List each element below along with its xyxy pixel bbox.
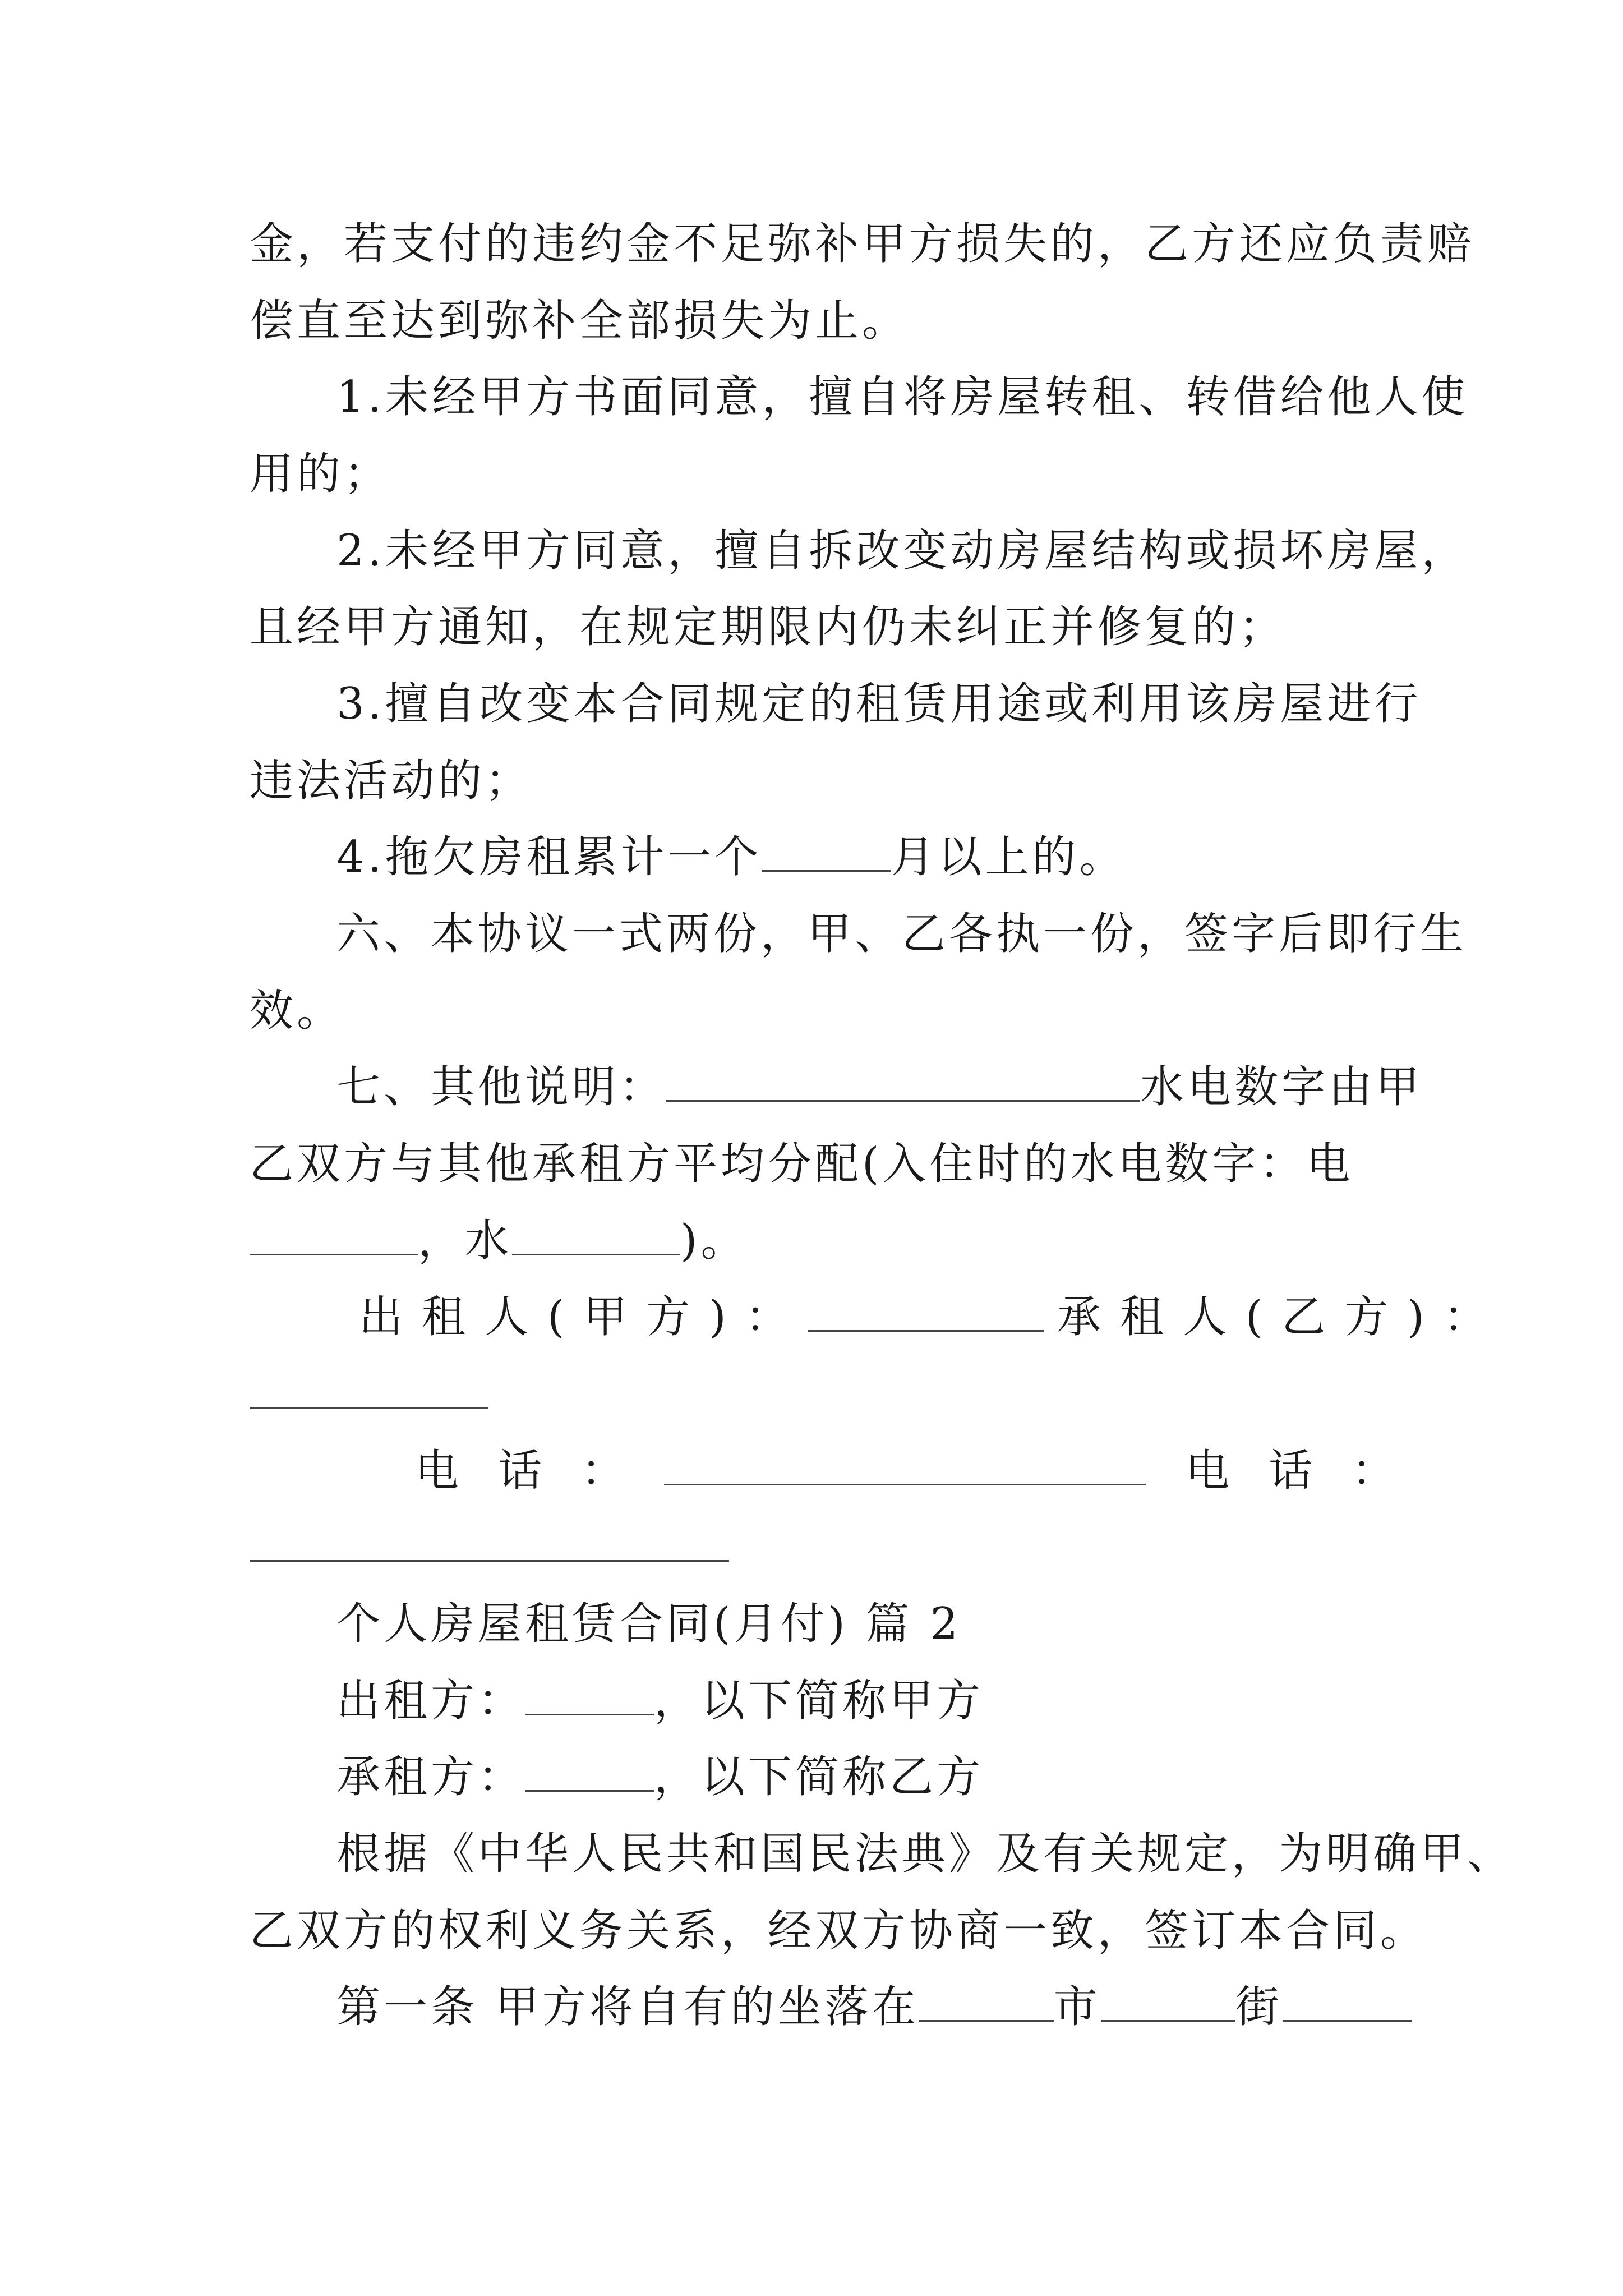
- water-label: ，水: [418, 1216, 513, 1266]
- lessee-party-text: ，以下简称乙方: [654, 1752, 984, 1802]
- paragraph-line: 金，若支付的违约金不足弥补甲方损失的，乙方还应负责赔: [250, 219, 1475, 269]
- lessee-phone-blank: [250, 1523, 729, 1562]
- legal-basis-cont: 乙双方的权利义务关系，经双方协商一致，签订本合同。: [250, 1906, 1428, 1956]
- lessor-party-label: 出租方：: [336, 1676, 525, 1726]
- clause-item-3-cont: 违法活动的；: [250, 756, 533, 806]
- contract-2-heading: 个人房屋租赁合同(月付) 篇 2: [336, 1599, 962, 1649]
- signature-row: [359, 1289, 1506, 1345]
- water-reading-blank: [512, 1217, 680, 1255]
- street-blank: [1101, 1983, 1235, 2022]
- lessor-phone-label: 电话：: [415, 1446, 665, 1496]
- lessor-signature-blank: [808, 1293, 1044, 1332]
- other-notes-blank: [666, 1063, 1140, 1102]
- phone-row: [415, 1443, 1435, 1499]
- address-blank: [1283, 1983, 1412, 2022]
- clause-item-4-text-end: 月以上的。: [891, 832, 1127, 882]
- closing-paren: )。: [680, 1216, 748, 1266]
- lessor-name-blank: [525, 1677, 654, 1715]
- article-1: [336, 1979, 1388, 2035]
- clause-item-4-text: 4.拖欠房租累计一个: [336, 832, 762, 882]
- lessee-name-blank: [525, 1753, 654, 1792]
- lessee-phone-label: 电话：: [1186, 1446, 1435, 1496]
- clause-item-2-cont: 且经甲方通知，在规定期限内仍未纠正并修复的；: [250, 602, 1287, 652]
- legal-basis: 根据《中华人民共和国民法典》及有关规定，为明确甲、: [336, 1829, 1515, 1879]
- clause-item-3: 3.擅自改变本合同规定的租赁用途或利用该房屋进行: [336, 679, 1422, 729]
- lessor-phone-blank: [664, 1447, 1146, 1485]
- lessor-label: 出租人(甲方)：: [359, 1292, 808, 1342]
- section-7-readings: [250, 1213, 1388, 1269]
- clause-item-2: 2.未经甲方同意，擅自拆改变动房屋结构或损坏房屋，: [336, 526, 1469, 576]
- section-7: [336, 1059, 1423, 1115]
- article-1-text: 第一条 甲方将自有的坐落在: [336, 1982, 919, 2032]
- section-6: 六、本协议一式两份，甲、乙各执一份，签字后即行生: [336, 909, 1468, 959]
- lessee-phone-row: [250, 1519, 1388, 1575]
- section-6-cont: 效。: [250, 986, 344, 1036]
- contract-2-lessor: [336, 1673, 1388, 1729]
- section-7-label: 七、其他说明：: [336, 1062, 667, 1112]
- lessee-party-label: 承租方：: [336, 1752, 525, 1802]
- contract-2-lessee: [336, 1749, 1388, 1805]
- clause-item-1-cont: 用的；: [250, 449, 391, 499]
- city-label: 市: [1053, 1982, 1101, 2032]
- electricity-reading-blank: [250, 1217, 418, 1255]
- months-blank: [762, 833, 891, 872]
- street-label: 街: [1235, 1982, 1283, 2032]
- lessee-signature-blank: [250, 1370, 488, 1409]
- clause-item-4: [336, 829, 1388, 885]
- city-blank: [919, 1983, 1054, 2022]
- lessee-signature-row: [250, 1366, 1388, 1422]
- lessee-label: 承租人(乙方)：: [1057, 1292, 1506, 1342]
- clause-item-1: 1.未经甲方书面同意，擅自将房屋转租、转借给他人使: [336, 372, 1469, 422]
- section-7-text: 水电数字由甲: [1140, 1062, 1423, 1112]
- lessor-party-text: ，以下简称甲方: [654, 1676, 984, 1726]
- paragraph-line: 偿直至达到弥补全部损失为止。: [250, 296, 910, 346]
- section-7-cont: 乙双方与其他承租方平均分配(入住时的水电数字：电: [250, 1139, 1354, 1189]
